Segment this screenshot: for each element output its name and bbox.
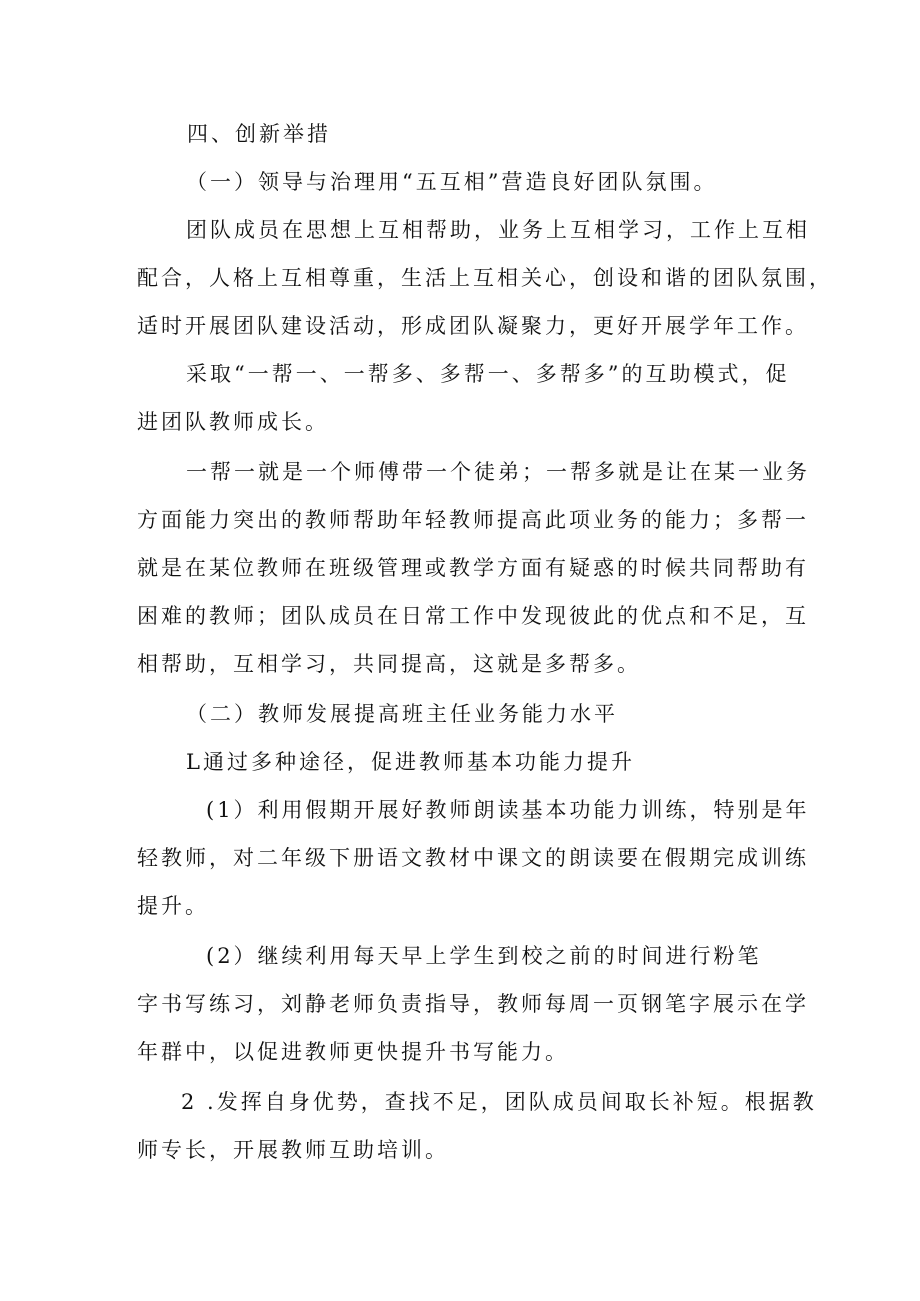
list-subitem-line: (2）继续利用每天早上学生到校之前的时间进行粉笔 [206, 944, 762, 968]
paragraph-line: 困难的教师；团队成员在日常工作中发现彼此的优点和不足，互 [137, 604, 809, 628]
paragraph-line: 采取“一帮一、一帮多、多帮一、多帮多”的互助模式，促 [186, 362, 790, 386]
list-subitem-line: 提升。 [137, 894, 209, 918]
list-item-line: 师专长，开展教师互助培训。 [137, 1138, 449, 1162]
list-item-title: L通过多种途径，促进教师基本功能力提升 [186, 750, 635, 774]
paragraph-line: 适时开展团队建设活动，形成团队凝聚力，更好开展学年工作。 [137, 314, 809, 338]
paragraph-line: 方面能力突出的教师帮助年轻教师提高此项业务的能力；多帮一 [137, 508, 809, 532]
paragraph-line: 就是在某位教师在班级管理或教学方面有疑惑的时候共同帮助有 [137, 556, 809, 580]
list-subitem-line: 轻教师，对二年级下册语文教材中课文的朗读要在假期完成训练 [137, 846, 809, 870]
paragraph-line: 相帮助，互相学习，共同提高，这就是多帮多。 [137, 652, 641, 676]
section-heading: 四、创新举措 [187, 122, 331, 146]
list-subitem-line: 字书写练习，刘静老师负责指导，教师每周一页钢笔字展示在学 [137, 992, 809, 1016]
list-subitem-line: (1）利用假期开展好教师朗读基本功能力训练，特别是年 [206, 798, 810, 822]
subsection-heading: （一）领导与治理用“五互相”营造良好团队氛围。 [186, 170, 718, 194]
paragraph-line: 团队成员在思想上互相帮助，业务上互相学习，工作上互相 [186, 218, 810, 242]
paragraph-line: 配合，人格上互相尊重，生活上互相关心，创设和谐的团队氛围， [137, 266, 833, 290]
list-item-line: 2 .发挥自身优势，查找不足，团队成员间取长补短。根据教 [181, 1090, 817, 1114]
subsection-heading: （二）教师发展提高班主任业务能力水平 [186, 702, 618, 726]
paragraph-line: 一帮一就是一个师傅带一个徒弟；一帮多就是让在某一业务 [186, 460, 810, 484]
paragraph-line: 进团队教师成长。 [137, 410, 329, 434]
list-subitem-line: 年群中，以促进教师更快提升书写能力。 [137, 1040, 569, 1064]
